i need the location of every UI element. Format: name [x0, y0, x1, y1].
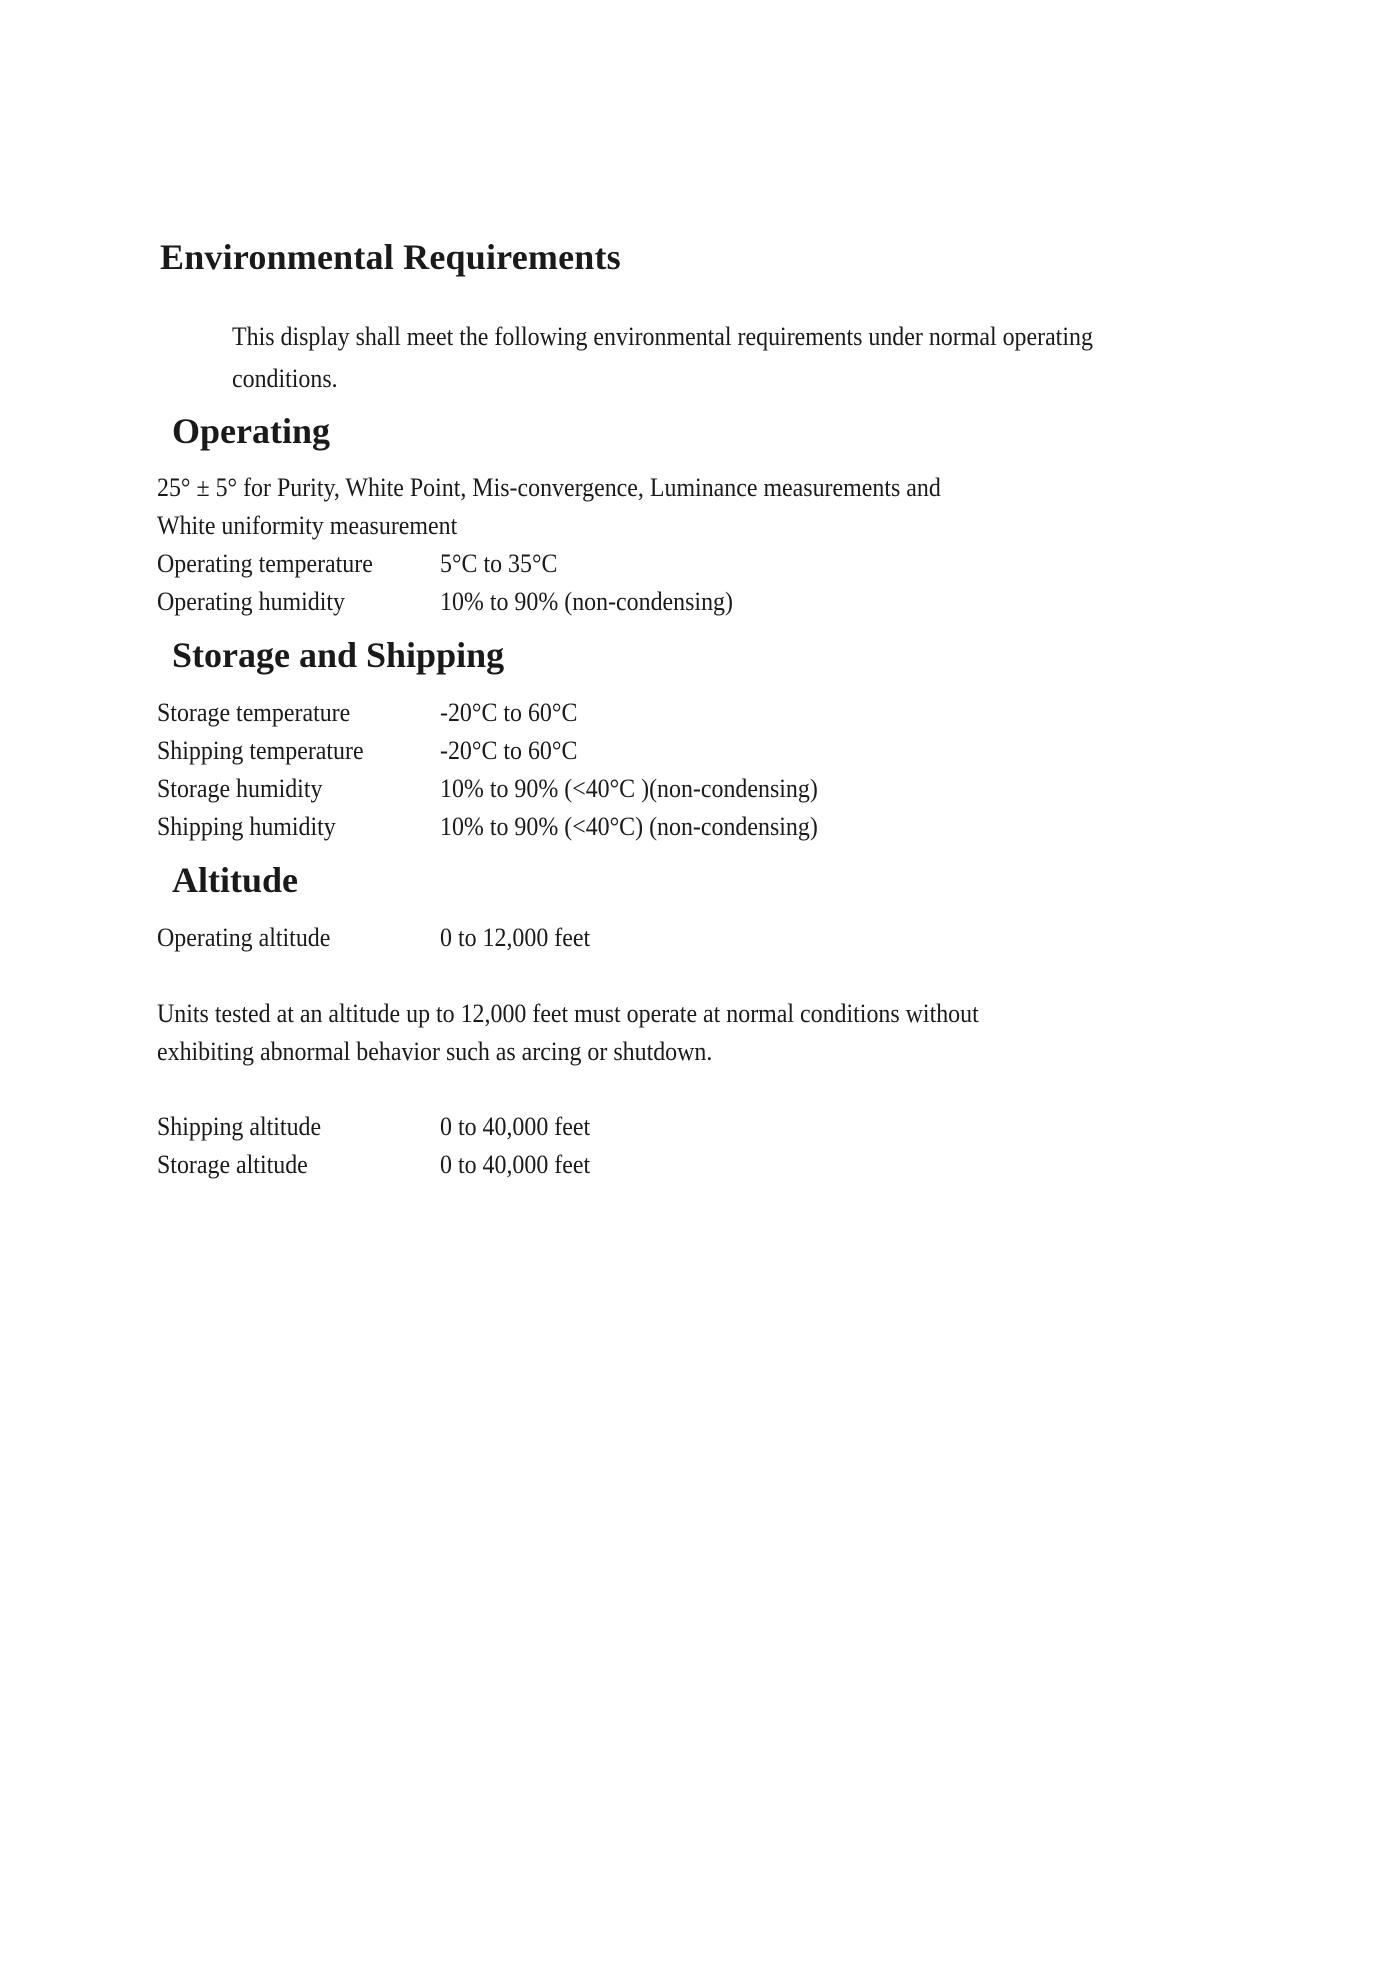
spec-value: 0 to 12,000 feet: [440, 923, 591, 952]
spec-value: -20°C to 60°C: [440, 698, 578, 727]
spec-value: 10% to 90% (<40°C) (non-condensing): [440, 812, 818, 841]
spec-row-operating-humidity: [157, 583, 1157, 621]
spec-label: Operating humidity: [157, 587, 346, 616]
spec-row-operating-temperature: [157, 545, 1157, 583]
spec-row-operating-altitude: [157, 919, 1157, 957]
spec-row-shipping-temperature: [157, 732, 1157, 770]
spec-label: Operating altitude: [157, 923, 331, 952]
intro-paragraph: This display shall meet the following environmental requirements under normal operating conditions.: [232, 322, 1093, 393]
spec-value: 10% to 90% (<40°C )(non-condensing): [440, 774, 818, 803]
spec-value: -20°C to 60°C: [440, 736, 578, 765]
spec-label: Shipping humidity: [157, 812, 336, 841]
spec-value: 10% to 90% (non-condensing): [440, 587, 733, 616]
operating-note-line: 25° ± 5° for Purity, White Point, Mis-convergence, Luminance measurements and: [157, 473, 941, 502]
spec-row-storage-altitude: [157, 1146, 1157, 1184]
spec-value: 5°C to 35°C: [440, 549, 558, 578]
spec-label: Operating temperature: [157, 549, 373, 578]
section-heading-storage-shipping: Storage and Shipping: [172, 635, 505, 675]
spec-value: 0 to 40,000 feet: [440, 1150, 591, 1179]
spec-row-shipping-humidity: [157, 808, 1157, 846]
spec-row-storage-humidity: [157, 770, 1157, 808]
spec-label: Shipping altitude: [157, 1112, 322, 1141]
spec-label: Storage temperature: [157, 698, 351, 727]
altitude-note-line: Units tested at an altitude up to 12,000 feet must operate at normal conditions without: [157, 999, 979, 1028]
page-title: Environmental Requirements: [160, 237, 621, 277]
operating-note-line: White uniformity measurement: [157, 511, 458, 540]
spec-row-storage-temperature: [157, 694, 1157, 732]
spec-value: 0 to 40,000 feet: [440, 1112, 591, 1141]
section-heading-operating: Operating: [172, 411, 330, 451]
spec-row-shipping-altitude: [157, 1108, 1157, 1146]
altitude-note-line: exhibiting abnormal behavior such as arcing or shutdown.: [157, 1037, 713, 1066]
section-heading-altitude: Altitude: [172, 860, 298, 900]
spec-label: Shipping temperature: [157, 736, 364, 765]
spec-label: Storage humidity: [157, 774, 323, 803]
spec-label: Storage altitude: [157, 1150, 308, 1179]
